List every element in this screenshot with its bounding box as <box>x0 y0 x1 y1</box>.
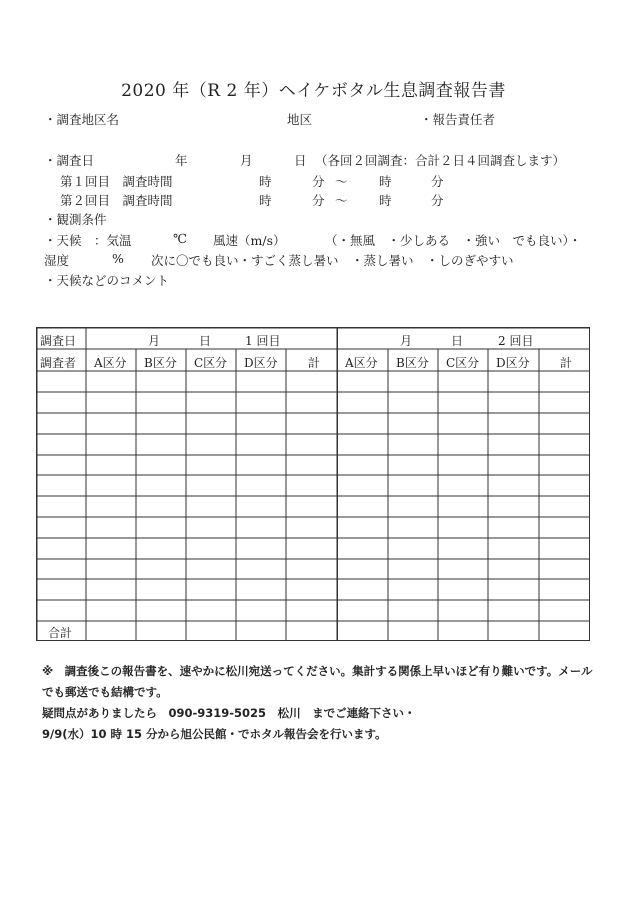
observe-label: ・観測条件 <box>44 212 107 227</box>
round1-hour-label: 時 <box>259 174 272 189</box>
table-date-label: 調査日 <box>40 334 77 348</box>
table-day-2: 日 <box>451 334 464 348</box>
round1-minute2-label: 分 <box>431 174 444 189</box>
table-month-1: 月 <box>148 334 161 348</box>
note-line-3: 疑問点がありましたら 090-9319-5025 松川 までご連絡下さい・ <box>42 706 416 720</box>
celsius-label: ℃ <box>173 231 187 246</box>
table-col-b-1: B区分 <box>144 356 177 370</box>
table-total-col-1: 計 <box>308 356 321 370</box>
table-col-a-1: A区分 <box>94 356 127 370</box>
table-col-a-2: A区分 <box>345 356 378 370</box>
area-name-label: ・調査地区名 <box>44 112 120 127</box>
round2-hour-label: 時 <box>259 193 272 208</box>
month-label: 月 <box>240 153 253 168</box>
round1-minute-label: 分 <box>312 174 325 189</box>
round1-tilde: 〜 <box>335 174 348 189</box>
humidity-label: 湿度 <box>44 253 70 268</box>
table-total-col-2: 計 <box>560 356 573 370</box>
note-line-2: でも郵送でも結構です。 <box>42 685 168 699</box>
table-round2-label: 2 回目 <box>498 334 534 348</box>
day-label: 日 <box>294 153 307 168</box>
table-col-d-1: D区分 <box>244 356 278 370</box>
percent-label: % <box>112 251 124 266</box>
reporter-label: ・報告責任者 <box>420 112 496 127</box>
year-label: 年 <box>175 153 188 168</box>
round1-hour2-label: 時 <box>379 174 392 189</box>
weather-label: ・天候 ：気温 <box>44 233 132 248</box>
comment-label: ・天候などのコメント <box>44 273 170 288</box>
round2-time-label: 第２回目 調査時間 <box>60 193 173 208</box>
table-col-c-2: C区分 <box>446 356 480 370</box>
note-line-4: 9/9(水）10 時 15 分から旭公民館・でホタル報告会を行います。 <box>42 727 387 741</box>
table-month-2: 月 <box>400 334 413 348</box>
table-total-row: 合計 <box>48 626 73 640</box>
round2-tilde: 〜 <box>335 193 348 208</box>
survey-table-grid <box>36 327 590 641</box>
survey-note: （各回２回調査：合計２日４回調査します） <box>315 153 566 168</box>
table-col-c-1: C区分 <box>194 356 228 370</box>
wind-label: 風速（m/s） <box>213 233 286 248</box>
round2-minute2-label: 分 <box>431 193 444 208</box>
humidity-options: 次に〇でも良い・すごく蒸し暑い ・蒸し暑い ・しのぎやすい <box>151 253 514 268</box>
wind-options: （・無風 ・少しある ・強い でも良い）・ <box>325 233 582 248</box>
table-round1-label: 1 回目 <box>245 334 281 348</box>
note-line-1: ※ 調査後この報告書を、速やかに松川宛送ってください。集計する関係上早いほど有り難いです。メール <box>42 664 593 678</box>
survey-date-label: ・調査日 <box>44 153 95 168</box>
table-col-d-2: D区分 <box>496 356 530 370</box>
round1-time-label: 第１回目 調査時間 <box>60 174 173 189</box>
table-surveyor-header: 調査者 <box>40 356 77 370</box>
round2-hour2-label: 時 <box>379 193 392 208</box>
district-label: 地区 <box>287 112 313 127</box>
table-col-b-2: B区分 <box>396 356 429 370</box>
page-title: 2020 年（R 2 年）ヘイケボタル生息調査報告書 <box>121 81 506 101</box>
table-day-1: 日 <box>199 334 212 348</box>
round2-minute-label: 分 <box>312 193 325 208</box>
